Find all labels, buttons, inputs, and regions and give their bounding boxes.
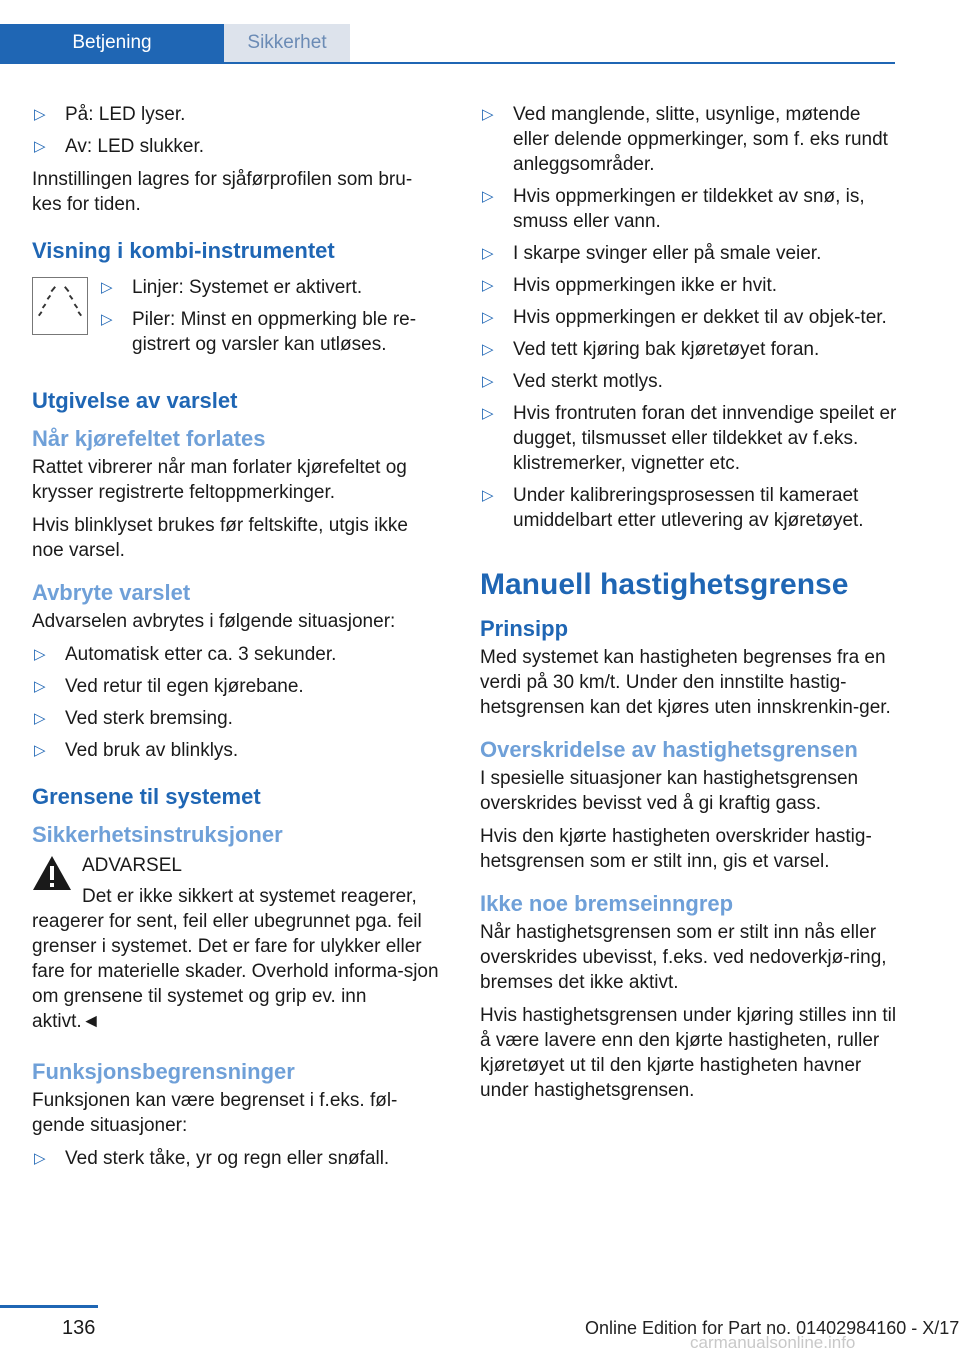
bullet-triangle-icon: ▷ <box>482 341 494 358</box>
bullet-triangle-icon: ▷ <box>34 106 46 123</box>
bullet-triangle-icon: ▷ <box>34 138 46 155</box>
display-info <box>32 275 440 357</box>
list-item: ▷ Ved sterk tåke, yr og regn eller snøfall. <box>34 1148 390 1169</box>
bullet-triangle-icon: ▷ <box>34 1150 46 1167</box>
list-item: ▷ Ved retur til egen kjørebane. <box>34 676 304 697</box>
list-item: ▷ Linjer: Systemet er aktivert. <box>101 277 363 298</box>
list-item: ▷ Automatisk etter ca. 3 sekunder. <box>34 644 337 665</box>
paragraph: Med systemet kan hastigheten begrenses fra en verdi på 30 km/t. Under den innstilte hastig-hetsgrensen kan det kjøres uten innskrenkin-ger. <box>480 647 891 718</box>
paragraph: Funksjonen kan være begrenset i f.eks. føl-gende situasjoner: <box>32 1090 398 1136</box>
edition-text: Online Edition for Part no. 01402984160 - X/17 <box>585 1318 960 1338</box>
bullet-triangle-icon: ▷ <box>101 279 113 296</box>
bullet-triangle-icon: ▷ <box>482 106 494 123</box>
warning-triangle-icon <box>32 855 72 891</box>
subsection-heading: Overskridelse av hastighetsgrensen <box>480 737 858 762</box>
subsection-heading: Sikkerhetsinstruksjoner <box>32 822 283 847</box>
list-item: ▷ Ved sterkt motlys. <box>482 371 663 392</box>
paragraph: Innstillingen lagres for sjåførprofilen som bru-kes for tiden. <box>32 169 413 215</box>
list-item: ▷ Ved tett kjøring bak kjøretøyet foran. <box>482 339 820 360</box>
bullet-triangle-icon: ▷ <box>482 405 494 422</box>
bullet-triangle-icon: ▷ <box>482 309 494 326</box>
header-bar <box>0 0 895 64</box>
display-list <box>99 275 440 357</box>
list-item: ▷ Ved manglende, slitte, usynlige, møtende eller delende oppmerkinger, som f. eks rundt anleggsområder. <box>482 104 888 175</box>
bullet-triangle-icon: ▷ <box>482 373 494 390</box>
bullet-triangle-icon: ▷ <box>482 277 494 294</box>
list-item: ▷ Hvis frontruten foran det innvendige speilet er dugget, tilsmusset eller tildekket av f.eks. klistremerker, vignetter etc. <box>482 403 897 474</box>
paragraph: Hvis blinklyset brukes før feltskifte, utgis ikke noe varsel. <box>32 515 408 561</box>
subsection-heading: Når kjørefeltet forlates <box>32 426 266 451</box>
bullet-triangle-icon: ▷ <box>34 678 46 695</box>
led-list <box>32 102 440 159</box>
list-item: ▷ Ved bruk av blinklys. <box>34 740 239 761</box>
bullet-triangle-icon: ▷ <box>34 710 46 727</box>
list-item: ▷ Hvis oppmerkingen ikke er hvit. <box>482 275 777 296</box>
footer-rule <box>0 1305 98 1308</box>
bullet-triangle-icon: ▷ <box>482 487 494 504</box>
bullet-triangle-icon: ▷ <box>482 245 494 262</box>
left-column <box>32 102 440 1179</box>
func-list <box>32 1146 440 1171</box>
lane-markings-icon <box>32 277 88 335</box>
list-item: ▷ I skarpe svinger eller på smale veier. <box>482 243 822 264</box>
warning-box <box>32 853 440 1034</box>
list-item: ▷ På: LED lyser. <box>34 104 186 125</box>
list-item: ▷ Hvis oppmerkingen er dekket til av objek-ter. <box>482 307 887 328</box>
list-item: ▷ Under kalibreringsprosessen til kameraet umiddelbart etter utlevering av kjøretøyet. <box>482 485 864 531</box>
subsection-heading: Avbryte varslet <box>32 580 191 605</box>
section-heading: Visning i kombi-instrumentet <box>32 238 335 263</box>
chapter-heading: Manuell hastighetsgrense <box>480 568 849 601</box>
list-item: ▷ Ved sterk bremsing. <box>34 708 233 729</box>
bullet-triangle-icon: ▷ <box>482 188 494 205</box>
tab-sikkerhet[interactable]: Sikkerhet <box>224 24 350 62</box>
paragraph: Rattet vibrerer når man forlater kjørefeltet og krysser registrerte feltoppmerkinger. <box>32 457 407 503</box>
watermark: carmanualsonline.info <box>690 1333 856 1352</box>
page-number: 136 <box>62 1317 96 1339</box>
list-item: ▷ Hvis oppmerkingen er tildekket av snø, is, smuss eller vann. <box>482 186 865 232</box>
subsection-heading: Ikke noe bremseinngrep <box>480 891 734 916</box>
paragraph: Advarselen avbrytes i følgende situasjoner: <box>32 611 396 632</box>
list-item: ▷ Av: LED slukker. <box>34 136 205 157</box>
paragraph: Hvis hastighetsgrensen under kjøring stilles inn til å være lavere enn den kjørte hastigheten, ruller kjøretøyet ut til den kjørte hastigheten havner under hastighetsgrensen. <box>480 1005 897 1101</box>
bullet-triangle-icon: ▷ <box>101 311 113 328</box>
limitations-list <box>480 102 898 533</box>
section-heading: Utgivelse av varslet <box>32 388 238 413</box>
list-item: ▷ Piler: Minst en oppmerking ble re-gistrert og varsler kan utløses. <box>101 309 417 355</box>
right-column <box>480 102 898 1111</box>
abort-list <box>32 642 440 763</box>
paragraph: I spesielle situasjoner kan hastighetsgrensen overskrides bevisst ved å gi kraftig gass. <box>480 768 859 814</box>
warning-text: Det er ikke sikkert at systemet reagerer, reagerer for sent, feil eller ubegrunnet pga. feil grenser i systemet. Det er fare for ulykker eller fare for materielle skader. Overhold informa-sjon om grensene til systemet og grip ev. inn aktivt.◄ <box>32 886 439 1032</box>
paragraph: Hvis den kjørte hastigheten overskrider hastig-hetsgrensen som er stilt inn, gis et varsel. <box>480 826 872 872</box>
tab-betjening[interactable]: Betjening <box>0 24 224 62</box>
bullet-triangle-icon: ▷ <box>34 646 46 663</box>
subsection-heading: Prinsipp <box>480 616 569 641</box>
warning-title: ADVARSEL <box>82 855 182 876</box>
paragraph: Når hastighetsgrensen som er stilt inn nås eller overskrides ubevisst, f.eks. ved nedoverkjø-ring, bremses det ikke aktivt. <box>480 922 887 993</box>
subsection-heading: Funksjonsbegrensninger <box>32 1059 295 1084</box>
section-heading: Grensene til systemet <box>32 784 261 809</box>
bullet-triangle-icon: ▷ <box>34 742 46 759</box>
